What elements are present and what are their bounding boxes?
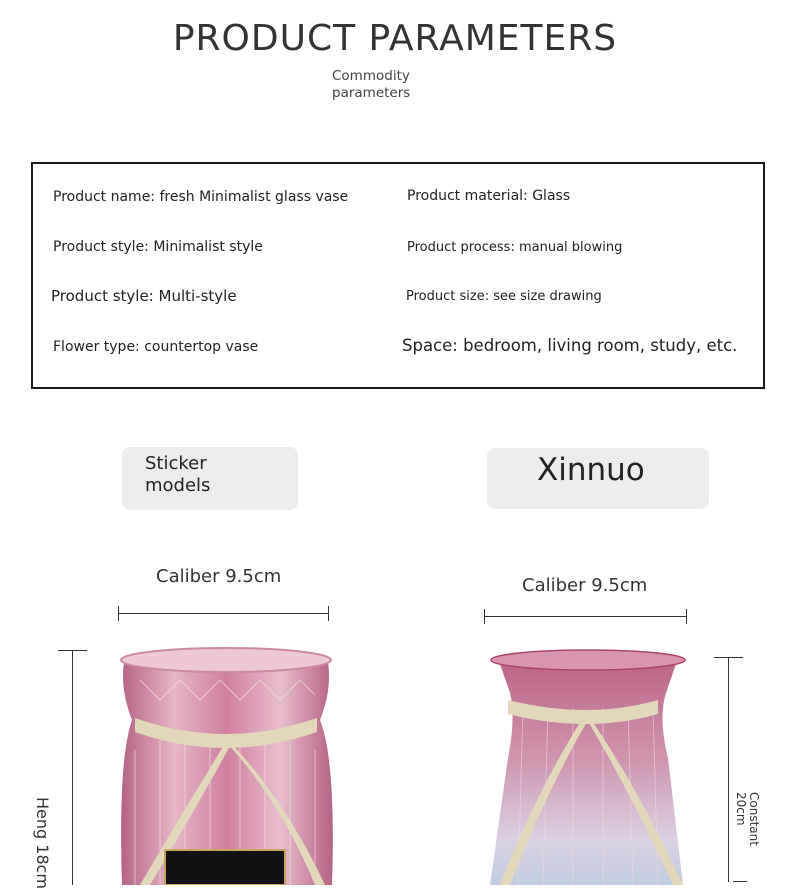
tag-sticker-models [122, 447, 298, 510]
left-vase-rim [121, 648, 331, 672]
right-height-label [734, 792, 760, 846]
param-space: Space: bedroom, living room, study, etc. [402, 336, 738, 355]
right-height-label-line-1: Constant [747, 792, 761, 846]
param-process: Product process: manual blowing [407, 240, 623, 255]
tag-line-2: models [145, 475, 211, 496]
parameters-box [31, 162, 765, 389]
left-vase-image [110, 640, 342, 885]
left-height-label: Heng 18cm [33, 797, 52, 889]
right-vase-image [478, 648, 700, 885]
right-caliber-tick-left [484, 609, 485, 624]
subtitle-line-1: Commodity [332, 68, 410, 84]
left-caliber-label: Caliber 9.5cm [156, 566, 282, 587]
right-height-label-line-2: 20cm [734, 792, 748, 826]
right-caliber-line [484, 616, 687, 617]
tag-line-1: Sticker [145, 453, 207, 474]
right-height-line [728, 657, 729, 882]
param-style-2: Product style: Multi-style [51, 287, 237, 305]
right-caliber-label: Caliber 9.5cm [522, 575, 648, 596]
param-flower-type: Flower type: countertop vase [53, 339, 259, 355]
right-vase-rim [491, 650, 685, 670]
left-vase-sticker [165, 850, 285, 885]
tag-xinnuo [487, 448, 709, 509]
tag-xinnuo-text: Xinnuo [537, 452, 645, 488]
subtitle-line-2: parameters [332, 85, 411, 101]
left-caliber-tick-right [328, 606, 329, 621]
page-subtitle [332, 68, 422, 102]
param-material: Product material: Glass [407, 188, 571, 204]
param-style-1: Product style: Minimalist style [53, 239, 263, 255]
param-size: Product size: see size drawing [406, 289, 602, 304]
left-height-line [72, 650, 73, 885]
left-caliber-tick-left [118, 606, 119, 621]
page-title: PRODUCT PARAMETERS [172, 18, 618, 59]
right-height-bottom-tick [733, 881, 747, 882]
param-product-name: Product name: fresh Minimalist glass vase [53, 189, 349, 205]
left-caliber-line [118, 613, 329, 614]
right-caliber-tick-right [686, 609, 687, 624]
